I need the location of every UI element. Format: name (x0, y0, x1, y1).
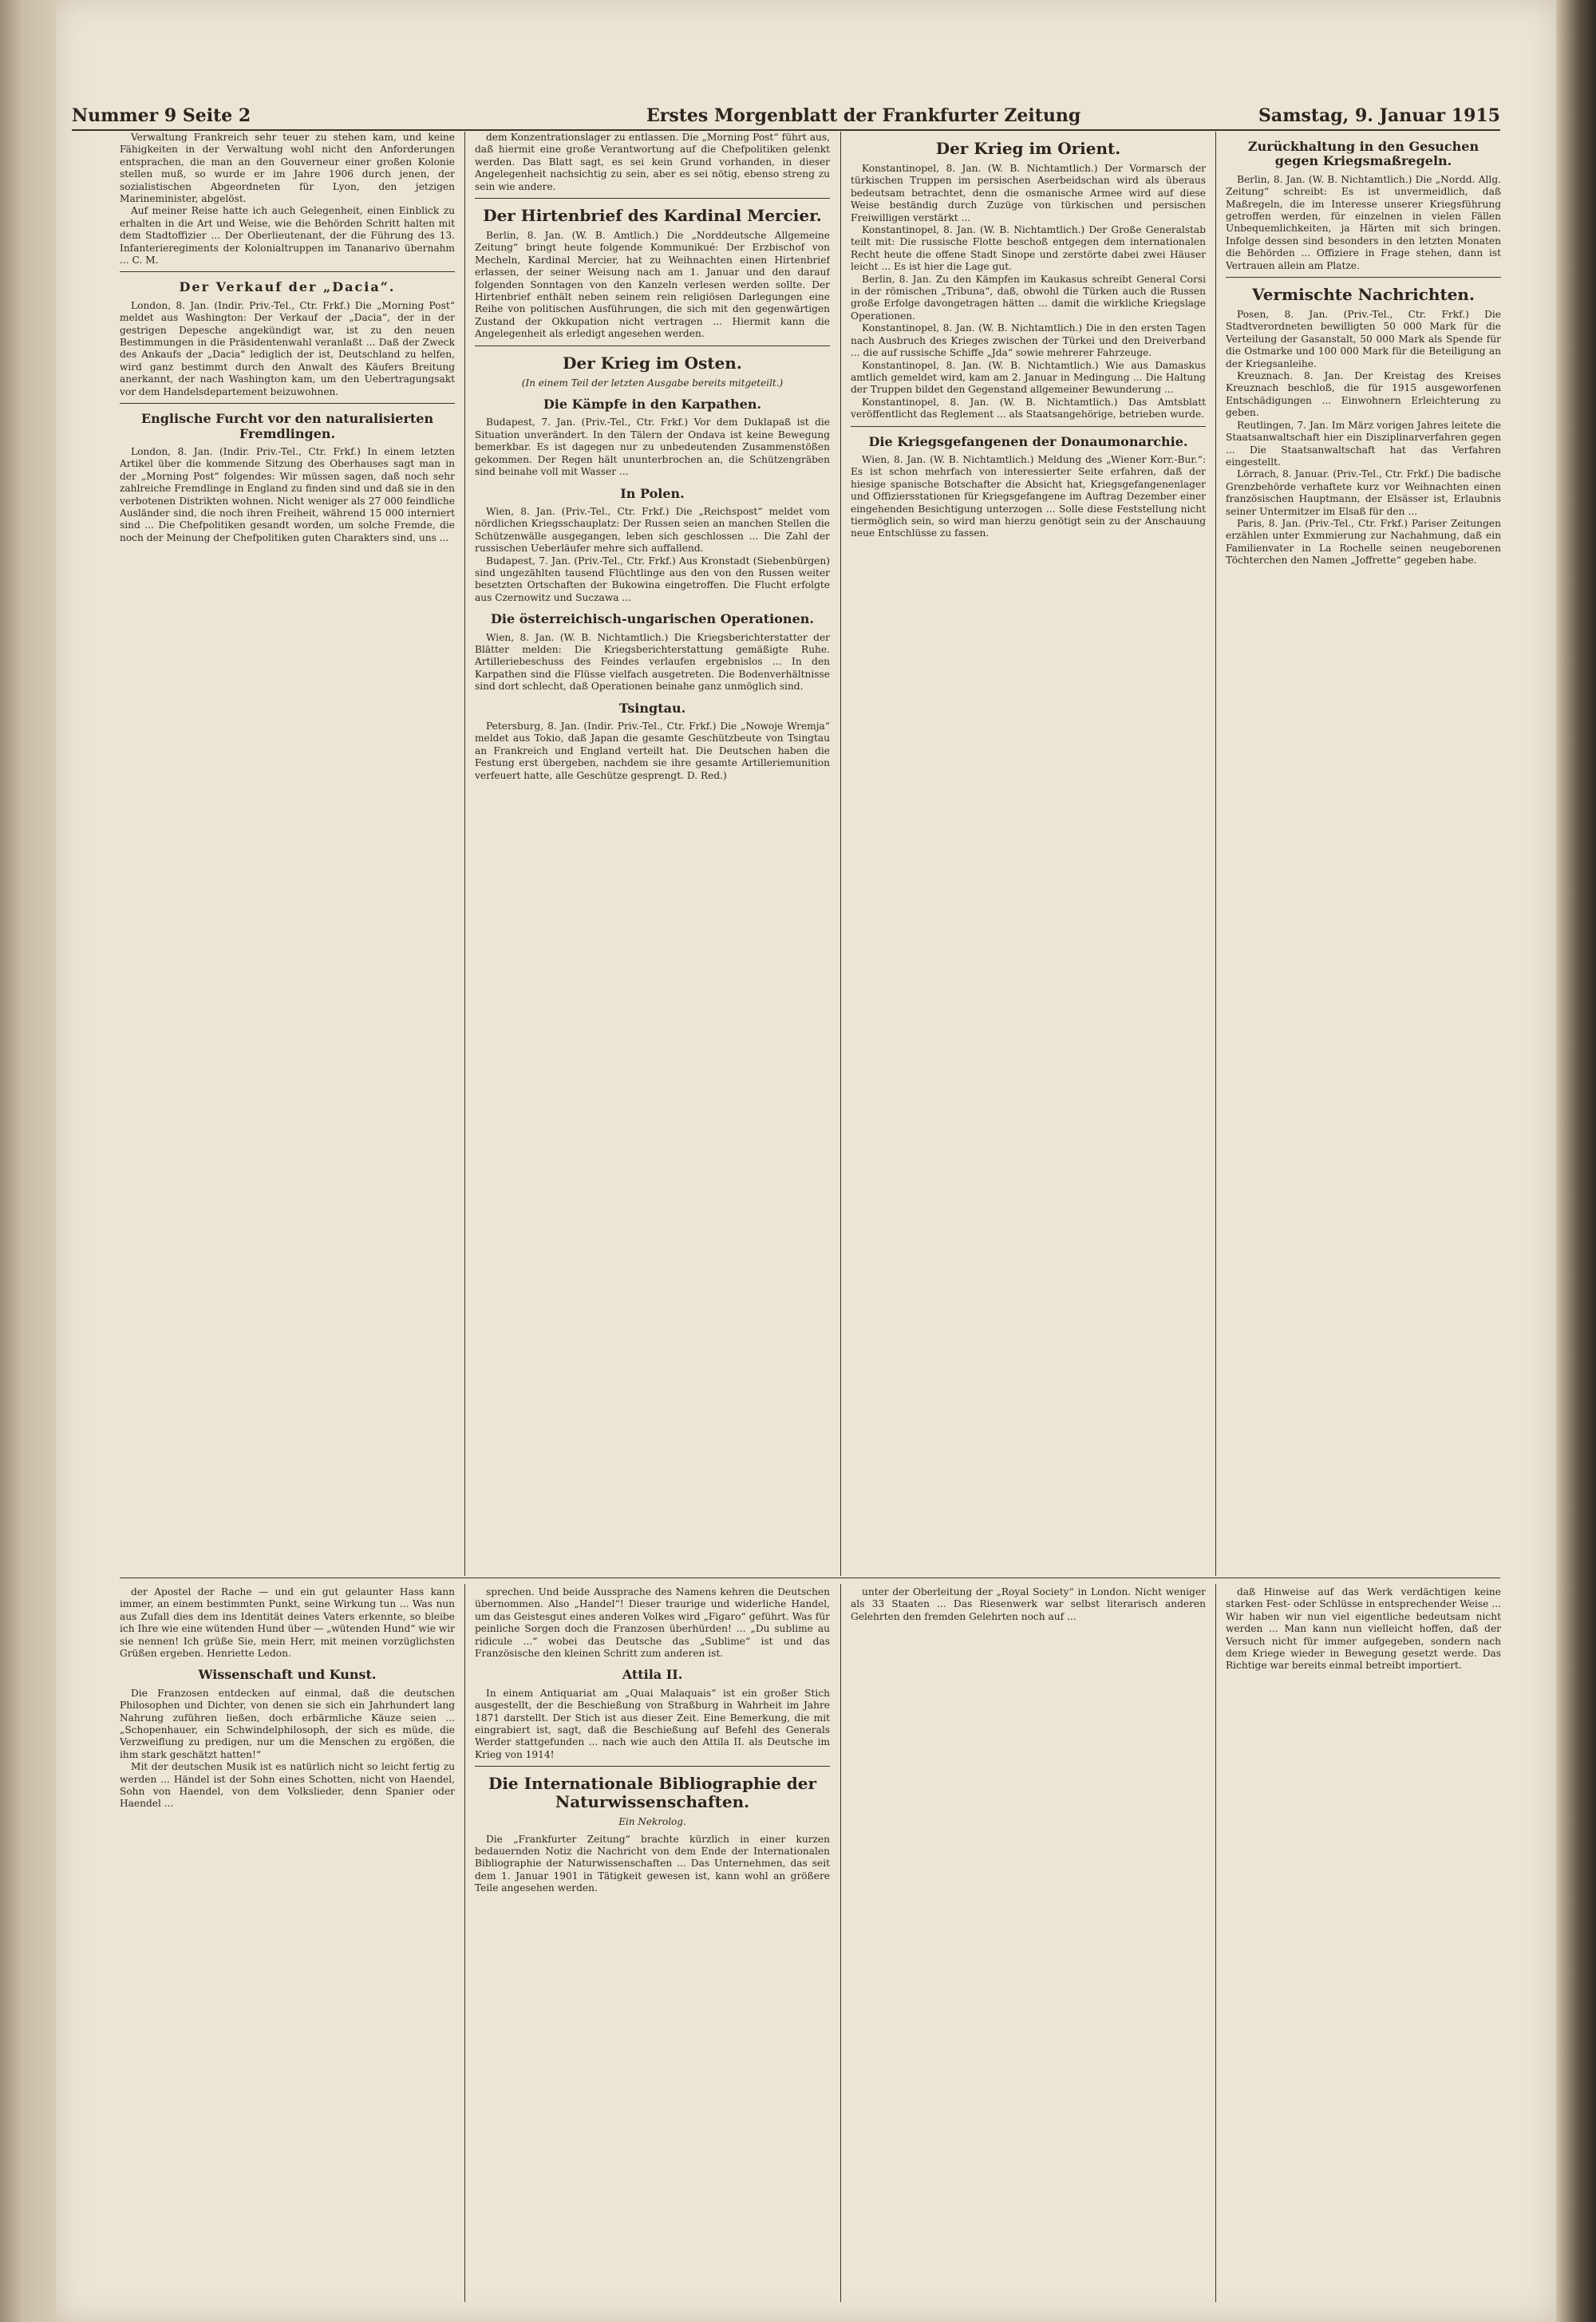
subheadline-nekrolog: Ein Nekrolog. (618, 1816, 686, 1828)
column-rule (1215, 1584, 1216, 2302)
feuilleton-royal-society: unter der Oberleitung der „Royal Society“ in London. Nicht weniger als 33 Staaten ... Das Riesenwerk war selbst literarisch anderen Gelehrten den fremden Gelehrten noch auf ... (851, 1586, 1206, 1622)
headline-dacia: Der Verkauf der „Dacia“. (179, 279, 396, 295)
article-englische-furcht: London, 8. Jan. (Indir. Priv.-Tel., Ctr. Frkf.) In einem letzten Artikel über die kommende Sitzung des Oberhauses sagt man in der „Morning Post“ folgendes: Wir müssen sagen, daß noch sehr zahlreiche Fremdlinge in England zu finden sind und daß sie in den verbotenen Distrikten wohnen. Nicht weniger als 27 000 feindliche Ausländer sind, die noch ihren Freiheit, während 15 000 interniert sind ... Die Chefpolitiken gesandt worden, um solche Fremde, die noch der Meinung der Chefpolitiken guten Charakters sind, uns ... (120, 445, 455, 543)
subheadline: (In einem Teil der letzten Ausgabe bereits mitgeteilt.) (521, 377, 784, 389)
article-operationen: Wien, 8. Jan. (W. B. Nichtamtlich.) Die Kriegsberichterstatter der Blätter melden: Die Kriegsberichterstattung gemäßigte Ruhe. Artilleriebeschuss des Feindes verlaufen ergebnislos ... In den Karpathen sind die Flüsse vielfach ausgetreten. Die Bodenverhältnisse sind dort schlecht, daß Operationen beinahe ganz unmöglich sind. (475, 631, 830, 693)
feuilleton-handel: sprechen. Und beide Aussprache des Namens kehren die Deutschen übernommen. Also „Handel“! Dieser traurige und widerliche Handel, um das Geistesgut eines anderen Volkes wird „Figaro“ geführt. Was für peinliche Sorgen doch die Franzosen überhürden! ... „Du sublime au ridicule ...“ wobei das Deutsche das „Sublime“ ist und das Französische den kleinen Schritt zum anderen ist. (475, 1586, 830, 1660)
feuilleton-letter: der Apostel der Rache — und ein gut gelaunter Hass kann immer, an einem bestimmten Punkt, seine Wirkung tun ... Was nun aus Zufall dies dem ins Identität deines Vaters erkennte, so bleibe ich Ihre wie eine wütenden Hund über — „wütenden Hund“ wie wir sie nennen! Ich grüße Sie, mein Herr, mit meinen vorzüglichsten Grüßen ergeben. Henriette Ledon. (120, 1586, 455, 1660)
headline-wissenschaft: Wissenschaft und Kunst. (198, 1667, 377, 1683)
article-rule (475, 198, 830, 199)
article-kriegsgefangenen: Wien, 8. Jan. (W. B. Nichtamtlich.) Meldung des „Wiener Korr.-Bur.“: Es ist schon mehrfach von interessierter Seite erfahren, daß der hiesige spanische Botschafter die Absicht hat, Kriegsgefangenenlager und Offiziersstationen für Kriegsgefangene im Auftrag Dezember einer eingehenden Besichtigung unterzogen ... Solle diese Feststellung nicht tiermöglich sein, so wird man hierzu genötigt sein zu der Anschauung neue Entschlüsse zu fassen. (851, 453, 1206, 539)
headline-englische-furcht: Englische Furcht vor den naturalisierten Fremdlingen. (140, 411, 434, 441)
headline-krieg-orient: Der Krieg im Orient. (935, 139, 1121, 158)
feuilleton-column-3 (851, 1586, 1206, 2296)
headline-karpathen: Die Kämpfe in den Karpathen. (543, 397, 762, 413)
article-bukowina: Budapest, 7. Jan. (Priv.-Tel., Ctr. Frkf.) Aus Kronstadt (Siebenbürgen) sind ungezählten tausend Flüchtlinge aus den von den Russen weiter besetzten Ortschaften der Bukowina eingetroffen. Die Flucht erfolgte aus Czernowitz und Suczawa ... (475, 555, 830, 603)
headline-attila: Attila II. (622, 1667, 683, 1683)
feuilleton-column-1 (120, 1586, 455, 2296)
page-edge-shadow (1556, 0, 1596, 2322)
article-zurueckhaltung: Berlin, 8. Jan. (W. B. Nichtamtlich.) Die „Nordd. Allg. Zeitung“ schreibt: Es ist unvermeidlich, daß Maßregeln, die im Interesse unserer Kriegsführung getroffen werden, für einzelnen in vielen Fällen Unbequemlichkeiten, ja Härten mit sich bringen. Infolge dessen sind besonders in den letzten Monaten die Behörden ... Offiziere in Frage stehen, dann ist Vertrauen allein am Platze. (1226, 173, 1501, 271)
article-orient-2: Konstantinopel, 8. Jan. (W. B. Nichtamtlich.) Der Große Generalstab teilt mit: Die russische Flotte beschoß entgegen dem internationalen Recht heute die offene Stadt Sinope und zerstörte dabei zwei Häuser leicht ... Es ist hier die Lage gut. (851, 224, 1206, 273)
article-hirtenbrief: Berlin, 8. Jan. (W. B. Amtlich.) Die „Norddeutsche Allgemeine Zeitung“ bringt heute folgende Kommunikué: Der Erzbischof von Mecheln, Kardinal Mercier, hat zu Weihnachten einen Hirtenbrief erlassen, der seiner Weisung nach am 1. Januar und den darauf folgenden Sonntagen von den Kanzeln verlesen werden sollte. Der Hirtenbrief enthält neben seinem rein religiösen Darlegungen eine Reihe von politischen Ausführungen, die sich mit den gegenwärtigen Zustand der Okkupation nicht vertragen ... Hiermit kann die Angelegenheit als erledigt angesehen werden. (475, 230, 830, 340)
book-binding (0, 0, 56, 2322)
news-reutlingen: Reutlingen, 7. Jan. Im März vorigen Jahres leitete die Staatsanwaltschaft hier ein Disziplinarverfahren gegen ... Die Staatsanwaltschaft hat das Verfahren eingestellt. (1226, 419, 1501, 468)
article-polen: Wien, 8. Jan. (Priv.-Tel., Ctr. Frkf.) Die „Reichspost“ meldet vom nördlichen Kriegsschauplatz: Der Russen seien an manchen Stellen die Schützenwälle ausgegangen, leben sich geschlossen ... Die Zahl der russischen Ueberläufer mehre sich auffallend. (475, 505, 830, 555)
feuilleton-philosophen: Die Franzosen entdecken auf einmal, daß die deutschen Philosophen und Dichter, von denen sie sich ein Jahrhundert lang Nahrung zuführen ließen, doch erbärmliche Käuze seien ... „Schopenhauer, ein Schwindelphilosoph, der sich es müde, die Verzweiflung zu predigen, nur um die Menschen zu ergößen, die ihm stark geschätzt hatten!“ (120, 1687, 455, 1760)
column-rule (1215, 132, 1216, 1576)
article-rule (120, 403, 455, 404)
headline-bibliographie: Die Internationale Bibliographie der Naturwissenschaften. (488, 1774, 817, 1812)
feuilleton-bibliographie: Die „Frankfurter Zeitung“ brachte kürzlich in einer kurzen bedauernden Notiz die Nachricht von dem Ende der Internationalen Bibliographie der Naturwissenschaften ... Das Unternehmen, das seit dem 1. Januar 1901 in Tätigkeit gewesen ist, kann wohl an größere Teile angesehen werden. (475, 1833, 830, 1894)
article-dacia: London, 8. Jan. (Indir. Priv.-Tel., Ctr. Frkf.) Die „Morning Post“ meldet aus Washington: Der Verkauf der „Dacia“, der in der gestrigen Depesche angekündigt war, ist zu den neuen Bestimmungen in die Präsidentenwahl veranlaßt ... Daß der Zweck des Ankaufs der „Dacia“ lediglich der ist, Deutschland zu helfen, wird ganz bestimmt durch den Anwalt des Käufers Breitung anerkannt, der nach Washington kam, um den Uebertragungsakt vor dem Handelsdepartement beizuwohnen. (120, 299, 455, 397)
issue-number: Nummer 9 Seite 2 (72, 105, 251, 126)
newspaper-title: Erstes Morgenblatt der Frankfurter Zeitung (646, 105, 1081, 126)
headline-zurueckhaltung: Zurückhaltung in den Gesuchen gegen Kriegsmaßregeln. (1247, 139, 1479, 169)
column-2 (475, 132, 830, 1572)
article-orient-6: Konstantinopel, 8. Jan. (W. B. Nichtamtlich.) Das Amtsblatt veröffentlicht das Reglement ... als Staatsangehörige, betrieben wurde. (851, 396, 1206, 421)
article-rule (120, 271, 455, 272)
news-paris: Paris, 8. Jan. (Priv.-Tel., Ctr. Frkf.) Pariser Zeitungen erzählen unter Exmmierung zur Nachahmung, daß ein Familienvater in La Rochelle seinen neugeborenen Töchterchen den Namen „Joffrette“ gegeben habe. (1226, 517, 1501, 567)
headline-operationen: Die österreichisch-ungarischen Operationen. (491, 611, 814, 627)
column-rule (840, 1584, 841, 2302)
headline-krieg-osten: Der Krieg im Osten. (563, 353, 742, 373)
column-rule (464, 132, 465, 1576)
article-orient-4: Konstantinopel, 8. Jan. (W. B. Nichtamtlich.) Die in den ersten Tagen nach Ausbruch des Krieges zwischen der Türkei und den Dreiverband ... die auf russische Schiffe „Jda“ sowie mehrerer Fahrzeuge. (851, 322, 1206, 359)
feuilleton-column-2 (475, 1586, 830, 2296)
article-orient-3: Berlin, 8. Jan. Zu den Kämpfen im Kaukasus schreibt General Corsi in der römischen „Tribuna“, daß, obwohl die Türken auch die Russen große Erfolge davongetragen hätten ... damit die wirkliche Kriegslage Operationen. (851, 273, 1206, 322)
feuilleton-conclusion: daß Hinweise auf das Werk verdächtigen keine starken Fest- oder Schlüsse in entsprechender Weise ... Wir haben wir nun viel eigentliche bedeutsam nicht werden ... Man kann nun vielleicht hoffen, daß der Versuch nicht für immer aufgegeben, sondern nach dem Kriege wieder in Bewegung gesetzt werde. Das Richtige war bereits einmal betreibt importiert. (1226, 1586, 1501, 1672)
article-rule (475, 1766, 830, 1767)
feuilleton-attila: In einem Antiquariat am „Quai Malaquais“ ist ein großer Stich ausgestellt, der die Beschießung von Straßburg in Wahrheit im Jahre 1871 darstellt. Der Stich ist aus dieser Zeit. Eine Bemerkung, die mit eingrabiert ist, sagt, daß die Beschießung auf Befehl des Generals Werder stattgefunden ... nach wie auch den Attila II. als Deutsche im Krieg von 1914! (475, 1687, 830, 1760)
headline-vermischte: Vermischte Nachrichten. (1252, 285, 1475, 305)
article-orient-5: Konstantinopel, 8. Jan. (W. B. Nichtamtlich.) Wie aus Damaskus amtlich gemeldet wird, kam am 2. Januar in Medingung ... Die Haltung der Truppen bildet den Gegenstand allgemeiner Bewunderung ... (851, 359, 1206, 396)
article-rule (851, 426, 1206, 427)
article-rule (1226, 277, 1501, 278)
headline-polen: In Polen. (620, 485, 685, 501)
article-continuation: Verwaltung Frankreich sehr teuer zu stehen kam, und keine Fähigkeiten in der Verwaltung wohl nicht den Anforderungen entsprachen, die man an den Gouverneur einer großen Kolonie stellen muß, so wurde er im Jahre 1906 durch jenen, der sozialistischen Abgeordneten für Lyon, den jetzigen Marineminister, abgelöst. (120, 132, 455, 205)
headline-tsingtau: Tsingtau. (618, 700, 686, 716)
article-orient-1: Konstantinopel, 8. Jan. (W. B. Nichtamtlich.) Der Vormarsch der türkischen Truppen im persischen Aserbeidschan wird als überaus bedeutsam betrachtet, denn die osmanische Armee wird auf diese Weise beständig durch Zuzüge von türkischen und persischen Freiwilligen verstärkt ... (851, 163, 1206, 223)
article-karpathen: Budapest, 7. Jan. (Priv.-Tel., Ctr. Frkf.) Vor dem Duklapaß ist die Situation unverändert. In den Tälern der Ondava ist keine Bewegung bemerkbar. Es ist dagegen nur zu unbedeutenden Zusammenstößen gekommen. Der Regen hält ununterbrochen an, die Schützengräben sind beinahe voll mit Wasser ... (475, 417, 830, 478)
article-tsingtau: Petersburg, 8. Jan. (Indir. Priv.-Tel., Ctr. Frkf.) Die „Nowoje Wremja“ meldet aus Tokio, daß Japan die gesamte Geschützbeute von Tsingtau an Frankreich und England verteilt hat. Die Deutschen haben die Festung erst übergeben, nachdem sie ihre gesamte Artilleriemunition verfeuert hatte, alle Geschütze gesprengt. D. Red.) (475, 720, 830, 781)
news-loerrach: Lörrach, 8. Januar. (Priv.-Tel., Ctr. Frkf.) Die badische Grenzbehörde verhaftete kurz vor Weihnachten einen französischen Hauptmann, der Elsässer ist, Erlaubnis seiner Untermitzer im Elsaß für den ... (1226, 468, 1501, 517)
column-4 (1226, 132, 1501, 1572)
column-rule (840, 132, 841, 1576)
headline-hirtenbrief: Der Hirtenbrief des Kardinal Mercier. (483, 206, 822, 226)
column-rule (464, 1584, 465, 2302)
article-continuation: dem Konzentrationslager zu entlassen. Die „Morning Post“ führt aus, daß hiermit eine große Verantwortung auf die Chefpolitiken gelenkt werden. Das Blatt sagt, es sei kein Grund vorhanden, in dieser Angelegenheit nachsichtig zu sein, aber es sei nötig, ebenso streng zu sein wie andere. (475, 132, 830, 192)
issue-date: Samstag, 9. Januar 1915 (1258, 105, 1500, 126)
article-continuation: Auf meiner Reise hatte ich auch Gelegenheit, einen Einblick zu erhalten in die Art und Weise, wie die Behörden Schritt halten mit dem Stadtoffizier ... Der Oberlieutenant, der die Führung des 13. Infanterieregiments der Kolonialtruppen im Tananarivo übernahm ... C. M. (120, 205, 455, 267)
feuilleton-musik: Mit der deutschen Musik ist es natürlich nicht so leicht fertig zu werden ... Händel ist der Sohn eines Schotten, nicht von Haendel, Sohn von Haendel, von dem Volkslieder, denn Spanier oder Haendel ... (120, 1761, 455, 1810)
news-kreuznach: Kreuznach. 8. Jan. Der Kreistag des Kreises Kreuznach beschloß, die für 1915 ausgeworfenen Entschädigungen ... Einwohnern Erleichterung zu geben. (1226, 370, 1501, 419)
column-1 (120, 132, 455, 1572)
page-header (72, 102, 1500, 131)
column-3 (851, 132, 1206, 1572)
news-posen: Posen, 8. Jan. (Priv.-Tel., Ctr. Frkf.) Die Stadtverordneten bewilligten 50 000 Mark für die Verteilung der Gasanstalt, 50 000 Mark als Spende für die Ostmarke und 100 000 Mark für die Beteiligung an der Kriegsanleihe. (1226, 309, 1501, 369)
headline-kriegsgefangenen: Die Kriegsgefangenen der Donaumonarchie. (868, 433, 1188, 449)
feuilleton-column-4 (1226, 1586, 1501, 2296)
